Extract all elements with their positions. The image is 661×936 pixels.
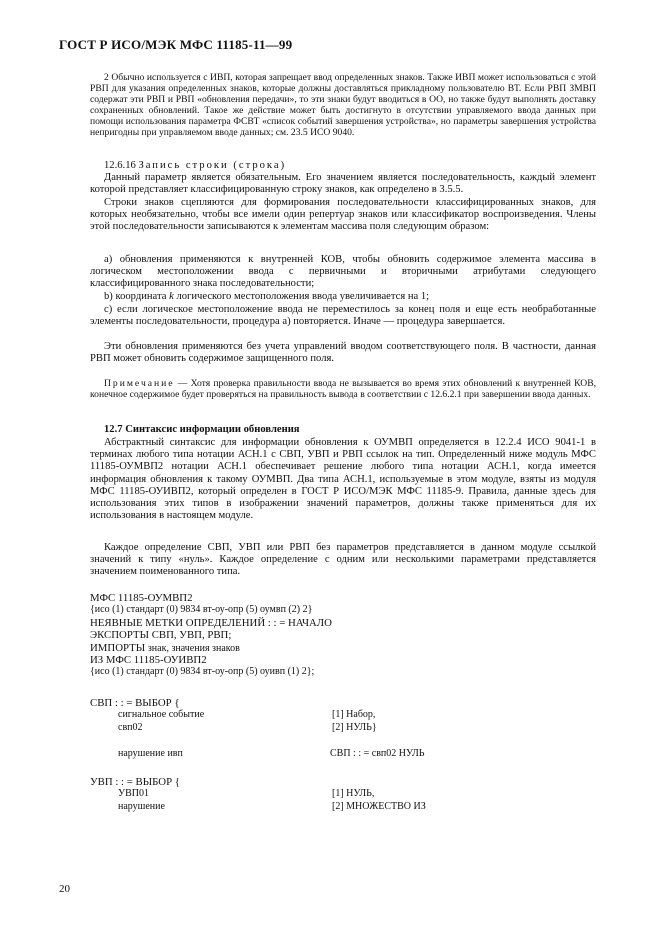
asn1-module-header: [90, 592, 596, 679]
note-2: 2 Обычно используется с ИВП, которая запрещает ввод определенных знаков. Также ИВП может использоваться с этой РВП для указания определенных знаков, которые должны доставляться прикладному пользователю ВТ. Если РВП ЗМВП содержат эти РВП и РВП «обновления передачи», то эти знаки будут вводиться в ОО, но также будут выполнять доставку сохраненных обновлений. Такое же действие может быть достигнуто в отсутствии управляемого ввода данных при помощи использования параметра ФСВТ «список событий завершения устройства», но параметры завершения устройства непригодны при управляемом вводе данных; см. 23.5 ИСО 9040.: [90, 72, 596, 138]
section-title: Запись строки (строка): [138, 160, 287, 171]
field-name: сигнальное событие: [118, 709, 205, 721]
list-item-b: [90, 291, 596, 303]
list-item-b-text: b) координата: [104, 291, 170, 302]
code-row: [90, 722, 596, 734]
note-label: Примечание: [104, 378, 175, 389]
code-row: [90, 748, 596, 760]
paragraph: Данный параметр является обязательным. Его значением является последовательность, каждый элемент которой представляет классифицированную строку знаков, как определено в 3.5.5.: [90, 172, 596, 196]
paragraph: Эти обновления применяются без учета управлений вводом соответствующего поля. В частности, данная РВП может обновить содержимое защищенного поля.: [90, 341, 596, 365]
variable-k: k: [169, 291, 174, 302]
page-number: 20: [59, 883, 70, 895]
field-value: СВП : : = свп02 НУЛЬ: [330, 748, 425, 759]
paragraph: Каждое определение СВП, УВП или РВП без параметров представляется в данном модуле ссылкой значений к типу «нуль». Каждое определение с одним или несколькими параметрами представляется значением поименованного типа.: [90, 542, 596, 578]
note-text: — Хотя проверка правильности ввода не вызывается во время этих обновлений к внутренней КОВ, конечное содержимое будет проверяться на правильность вывода в соответствии с 12.6.2.1 при завершении ввода данных.: [90, 378, 596, 400]
code-line: ЭКСПОРТЫ СВП, УВП, РВП;: [90, 629, 232, 642]
list-item-a: а) обновления применяются к внутренней КОВ, чтобы обновить содержимое элемента массива в логическом местоположении ввода с первичными и вторичными атрибутами следующего классифицированного знака последовательности;: [90, 254, 596, 290]
section-12-7-heading: 12.7 Синтаксис информации обновления: [104, 424, 300, 435]
code-line: МФС 11185-ОУМВП2: [90, 592, 193, 604]
document-header: ГОСТ Р ИСО/МЭК МФС 11185-11—99: [59, 37, 293, 52]
paragraph: Строки знаков сцепляются для формирования последовательности классифицированных знаков, для которых необязательно, чтобы все имели один репертуар знаков или классификатор воспроизведения. Члены этой последовательности записываются к элементам массива поля следующим образом:: [90, 197, 596, 233]
field-name: нарушение ивп: [118, 748, 183, 759]
asn1-violation-definition: [90, 748, 596, 760]
code-line: УВП : : = ВЫБОР {: [90, 776, 180, 788]
code-line: СВП : : = ВЫБОР {: [90, 697, 180, 709]
list-item-b-text: логического местоположения ввода увеличивается на 1;: [173, 291, 430, 302]
code-keyword: ИМПОРТЫ: [90, 641, 148, 654]
field-value: [2] МНОЖЕСТВО ИЗ: [332, 800, 426, 812]
asn1-svp-definition: [90, 697, 596, 734]
section-12-6-16-heading: [90, 160, 596, 172]
note: [90, 378, 596, 400]
code-line: {исо (1) стандарт (0) 9834 вт-оу-опр (5) оумвп (2) 2}: [90, 604, 313, 616]
code-text: знак, значения знаков: [147, 642, 240, 654]
section-number: 12.6.16: [104, 160, 136, 171]
code-line: ИЗ МФС 11185-ОУИВП2: [90, 653, 207, 666]
asn1-uvp-definition: [90, 776, 596, 813]
code-row: [90, 788, 596, 800]
field-name: свп02: [118, 721, 143, 733]
field-name: УВП01: [118, 788, 149, 800]
paragraph: Абстрактный синтаксис для информации обновления к ОУМВП определяется в 12.2.4 ИСО 9041-1 в терминах любого типа нотации АСН.1 с СВП, УВП и РВП ссылок на тип. Определенный ниже модуль МФС 11185-ОУМВП2 нотации АСН.1 обеспечивает решение любого типа нотации АСН.1, когда имеется информация обновления к такому ОУМВП. Два типа АСН.1, используемые в этом модуле, взяты из модуля МФС 11185-ОУИВП2, который определен в ГОСТ Р ИСО/МЭК МФС 11185-9. Правила, данные здесь для использования этих типов в изображении значений параметров, должны также применяться для их использования в настоящем модуле.: [90, 437, 596, 522]
field-value: [2] НУЛЬ}: [332, 721, 377, 733]
field-name: нарушение: [118, 800, 165, 812]
list-item-c: с) если логическое местоположение ввода не переместилось за конец поля и еще есть необработанные элементы последовательности, процедура а) повторяется. Иначе — процедура завершается.: [90, 304, 596, 328]
code-line: {исо (1) стандарт (0) 9834 вт-оу-опр (5) оуивп (1) 2};: [90, 666, 315, 678]
code-row: [90, 801, 596, 813]
field-value: [1] Набор,: [332, 709, 376, 721]
code-line: [90, 642, 596, 654]
field-value: [1] НУЛЬ,: [332, 788, 375, 800]
code-row: [90, 709, 596, 721]
code-line: НЕЯВНЫЕ МЕТКИ ОПРЕДЕЛЕНИЙ : : = НАЧАЛО: [90, 616, 332, 629]
